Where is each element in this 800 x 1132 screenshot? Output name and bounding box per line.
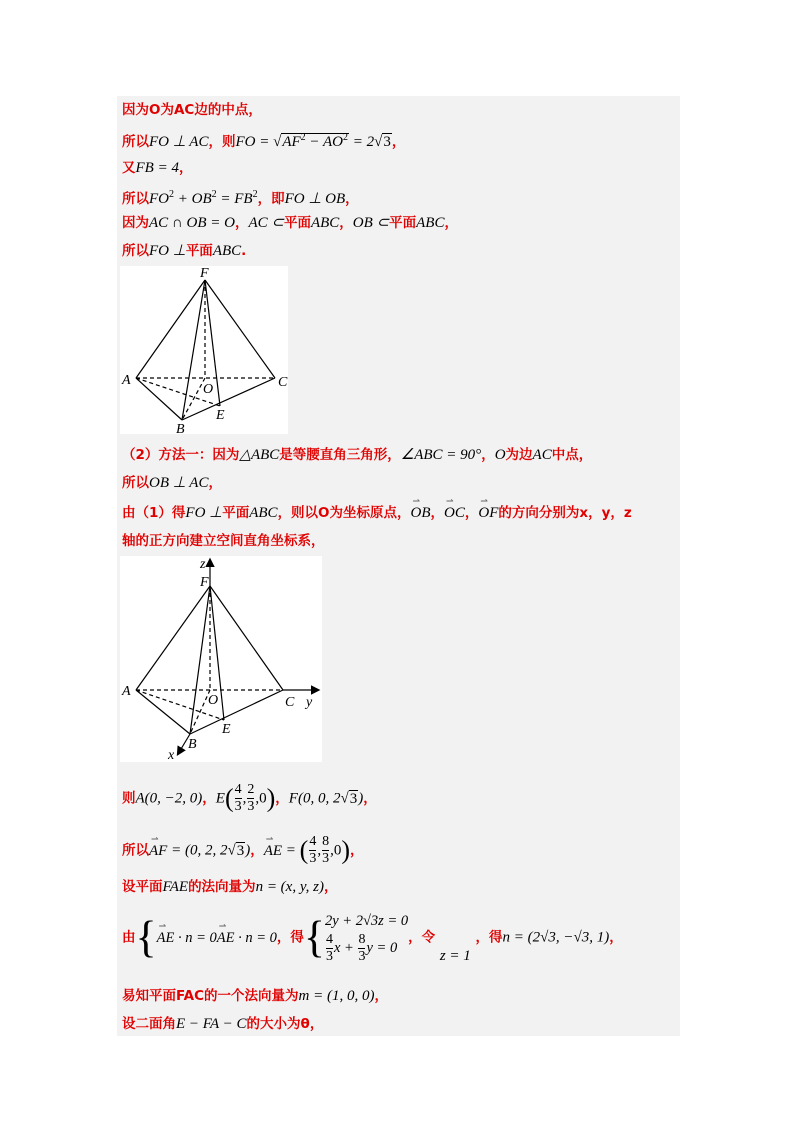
line-16 — [122, 1014, 323, 1034]
math: = — [282, 842, 300, 859]
line-12: 所以⇀ AF = (0, 2, 2√3)，⇀ AE = ( $\frac{4}{3}$ , $\frac{8}{3}$ ,0)， — [122, 834, 363, 867]
math: FAE — [162, 879, 189, 895]
text: ， — [444, 215, 458, 231]
line-7 — [122, 445, 592, 465]
line-1 — [122, 100, 262, 120]
math: A(0, −2, 0) — [135, 790, 203, 807]
label-F: F — [200, 266, 209, 281]
text: . — [241, 243, 247, 259]
line-14: 由{⇀ AE · n = 0⇀ AE · n = 0，得{ 2y + 2√3z = 0 $\frac{4}{3}$ x + $\frac{8}{3}$ y = 0 ，令 z = 1 ，得n = (2√3, −√3, 1)， — [122, 910, 623, 965]
text: ， — [339, 215, 353, 231]
math: = (0, 2, 2 — [167, 842, 228, 859]
text: ，得 — [475, 929, 503, 946]
text: ， — [363, 790, 377, 807]
text: 所以 — [122, 475, 149, 491]
sqrt-value: 3 — [349, 790, 358, 807]
line-8 — [122, 473, 222, 493]
math: $FO^2 + OB^2 = FB^2$ — [149, 189, 258, 207]
math: FO ⊥ — [185, 505, 223, 521]
line-11: 则A(0, −2, 0)，E( $\frac{4}{3}$ , $\frac{2}{3}$ ,0)，F(0, 0, 2√3)， — [122, 782, 377, 814]
label-C: C — [285, 695, 295, 710]
math: OB ⊥ AC — [149, 475, 209, 491]
axis-label-x: x — [168, 748, 175, 762]
math: z = 1 — [439, 947, 471, 964]
text: 所以 — [122, 842, 149, 859]
text: ， — [345, 191, 359, 207]
line-6 — [122, 241, 246, 261]
text: 中点， — [551, 447, 593, 463]
text: 的方向分别为x，y，z — [498, 505, 632, 521]
math: ) — [245, 842, 251, 859]
pyramid-diagram — [120, 266, 288, 434]
text: ， — [234, 215, 249, 231]
text: 又 — [122, 160, 136, 176]
text: 因为O为AC边的中点， — [122, 102, 262, 118]
math: ABC — [249, 505, 278, 521]
text: 平面 — [222, 505, 250, 521]
text: 由（1）得 — [122, 505, 186, 521]
text: ，则以O为坐标原点， — [277, 505, 411, 521]
text: 的法向量为 — [188, 879, 256, 895]
math: FO ⊥ OB — [284, 191, 346, 207]
text: ，即 — [257, 191, 285, 207]
text: ， — [464, 505, 479, 521]
math: = 2 — [349, 134, 375, 150]
math: FO = — [235, 134, 274, 150]
math: m = (1, 0, 0) — [298, 988, 375, 1004]
label-A: A — [122, 373, 131, 388]
math: n = (2√3, −√3, 1) — [502, 929, 610, 946]
text: ， — [202, 790, 216, 807]
text: 因为 — [122, 215, 149, 231]
math: AC — [532, 447, 552, 463]
label-A: A — [122, 684, 131, 699]
text: ， — [349, 842, 364, 859]
system-2: 2y + 2√3z = 0 $\frac{4}{3}$ x + $\frac{8}{3}$ y = 0 — [325, 913, 409, 964]
text: ， — [374, 988, 388, 1004]
text: 所以 — [122, 191, 149, 207]
fraction: $\frac{8}{3}$ — [322, 834, 330, 866]
text: ，得 — [276, 929, 304, 946]
text: 为边 — [505, 447, 533, 463]
vector-OF: ⇀ OF — [478, 503, 498, 523]
text: ，则 — [208, 134, 236, 150]
text: ， — [178, 160, 193, 176]
line-2: 所以FO ⊥ AC，则FO = $√AF^2 - AO^2 = 2√3$， — [122, 132, 406, 150]
math: ∠ABC = 90° — [400, 447, 482, 463]
math: ABC — [310, 215, 340, 231]
text: 则 — [122, 790, 136, 807]
math: O — [494, 447, 506, 463]
vector-OC: ⇀ OC — [444, 503, 465, 523]
line-4 — [122, 185, 359, 209]
math: AC ∩ OB = O — [149, 215, 235, 231]
fraction: $\frac{2}{3}$ — [247, 782, 255, 814]
axis-label-y: y — [306, 695, 313, 710]
text: 平面 — [389, 215, 417, 231]
text: ， — [324, 879, 338, 895]
vector-AE: ⇀ AE — [264, 841, 282, 861]
label-B: B — [176, 422, 185, 434]
fraction: $\frac{4}{3}$ — [234, 782, 242, 814]
text: 设平面 — [122, 879, 163, 895]
system-1: ⇀ AE · n = 0⇀ AE · n = 0 — [157, 926, 277, 950]
sqrt-value: 3 — [236, 842, 245, 859]
text: ， — [208, 475, 222, 491]
label-O: O — [203, 382, 214, 397]
text: 易知平面FAC的一个法向量为 — [122, 988, 299, 1004]
line-10 — [122, 531, 325, 551]
pyramid-figure-1 — [120, 266, 288, 434]
text: 设二面角 — [122, 1016, 176, 1032]
label-C: C — [278, 375, 288, 390]
text: （2）方法一：因为 — [122, 447, 240, 463]
line-3 — [122, 158, 192, 178]
text: ， — [250, 842, 264, 859]
text: ， — [481, 447, 495, 463]
text: 平面 — [185, 243, 213, 259]
vector-OB: ⇀ OB — [411, 503, 431, 523]
math: FO ⊥ AC — [149, 134, 209, 150]
label-F: F — [200, 575, 209, 590]
label-B: B — [188, 737, 197, 752]
axis-label-z: z — [200, 557, 206, 572]
line-13 — [122, 877, 338, 897]
math: ABC — [212, 243, 242, 259]
math: △ABC — [239, 447, 280, 463]
text: 轴的正方向建立空间直角坐标系， — [122, 533, 325, 549]
text: 是等腰直角三角形， — [279, 447, 401, 463]
text: ， — [609, 929, 623, 946]
math: AC ⊂ — [248, 215, 284, 231]
sqrt-expression: $AF^2 - AO^2$ — [282, 132, 349, 150]
vector-AF: ⇀ AF — [149, 841, 167, 861]
line-5 — [122, 213, 458, 233]
line-15 — [122, 986, 388, 1006]
text: 平面 — [283, 215, 311, 231]
text: ，令 — [408, 929, 436, 946]
math: n = (x, y, z) — [255, 879, 324, 895]
text: 由 — [122, 929, 136, 946]
text: ， — [275, 790, 289, 807]
text: 的大小为θ， — [246, 1016, 324, 1032]
math: FO ⊥ — [149, 243, 186, 259]
fraction: $\frac{4}{3}$ — [309, 834, 317, 866]
line-9 — [122, 503, 632, 523]
coordinate-pyramid-diagram — [120, 556, 322, 762]
label-O: O — [208, 693, 219, 708]
pyramid-figure-2 — [120, 556, 322, 762]
text: 所以 — [122, 134, 149, 150]
math: FB = 4 — [135, 160, 179, 176]
math: ABC — [416, 215, 445, 231]
math: E − FA − C — [176, 1016, 247, 1032]
label-E: E — [216, 408, 225, 423]
math: E — [215, 790, 225, 807]
math: F(0, 0, 2 — [288, 790, 341, 807]
math: ) — [358, 790, 364, 807]
text: ， — [430, 505, 445, 521]
math: OB ⊂ — [352, 215, 390, 231]
text: ， — [391, 134, 406, 150]
label-E: E — [222, 722, 231, 737]
text: 所以 — [122, 243, 149, 259]
sqrt-value: 3 — [383, 134, 391, 150]
